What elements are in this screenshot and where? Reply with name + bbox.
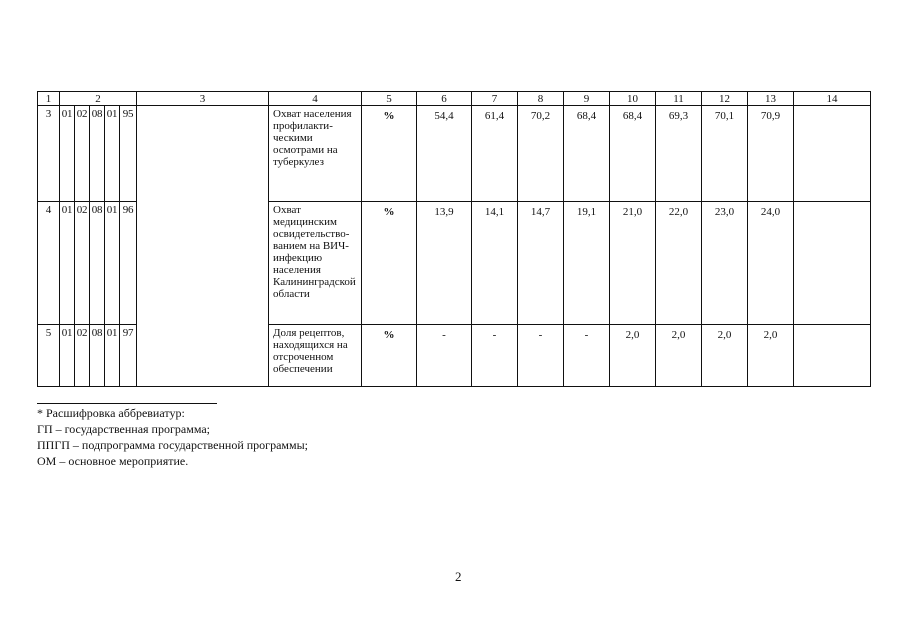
row-number: 3: [38, 106, 60, 202]
indicator-name: Охват населения профилактическими осмотрами на туберкулез: [269, 106, 362, 202]
footnote-line: ОМ – основное мероприятие.: [37, 454, 189, 468]
header-cell: 1: [38, 92, 60, 106]
value-cell: 24,0: [748, 202, 794, 325]
value-cell: 2,0: [610, 325, 656, 387]
indicator-name: Доля рецептов, находящихся на отсроченном обеспечении: [269, 325, 362, 387]
row-number: 4: [38, 202, 60, 325]
column-3-cell: [137, 106, 269, 387]
value-cell: 2,0: [656, 325, 702, 387]
code-cell: 08: [90, 106, 105, 202]
value-cell: 19,1: [564, 202, 610, 325]
value-cell: 69,3: [656, 106, 702, 202]
footnote-title: * Расшифровка аббревиатур:: [37, 406, 185, 420]
value-cell: -: [518, 325, 564, 387]
footnote-divider: [37, 403, 217, 404]
header-cell: 8: [518, 92, 564, 106]
footnote: [37, 403, 308, 469]
value-cell: 68,4: [564, 106, 610, 202]
code-cell: 01: [60, 202, 75, 325]
value-cell: 2,0: [702, 325, 748, 387]
page-number: 2: [455, 569, 462, 584]
code-cell: 01: [60, 106, 75, 202]
header-cell: 10: [610, 92, 656, 106]
row-number: 5: [38, 325, 60, 387]
header-cell: 6: [417, 92, 472, 106]
table-row: [38, 106, 871, 202]
value-cell: 70,1: [702, 106, 748, 202]
column-14-cell: [794, 325, 871, 387]
column-14-cell: [794, 106, 871, 202]
code-cell: 97: [120, 325, 137, 387]
header-cell: 9: [564, 92, 610, 106]
indicator-name: Охват медицинским освидетельствованием на ВИЧ-инфекцию населения Калининградской области: [269, 202, 362, 325]
value-cell: 22,0: [656, 202, 702, 325]
header-cell: 7: [472, 92, 518, 106]
code-cell: 08: [90, 202, 105, 325]
value-cell: -: [472, 325, 518, 387]
header-cell: 5: [362, 92, 417, 106]
column-14-cell: [794, 202, 871, 325]
unit-cell: %: [362, 202, 417, 325]
code-cell: 02: [75, 325, 90, 387]
code-cell: 01: [60, 325, 75, 387]
value-cell: 70,2: [518, 106, 564, 202]
footnote-line: ГП – государственная программа;: [37, 422, 210, 436]
header-cell: 12: [702, 92, 748, 106]
value-cell: 21,0: [610, 202, 656, 325]
code-cell: 02: [75, 106, 90, 202]
code-cell: 01: [105, 325, 120, 387]
value-cell: 61,4: [472, 106, 518, 202]
header-cell: 13: [748, 92, 794, 106]
header-cell: 3: [137, 92, 269, 106]
value-cell: -: [417, 325, 472, 387]
indicator-table: [37, 91, 871, 387]
unit-cell: %: [362, 325, 417, 387]
header-cell: 14: [794, 92, 871, 106]
header-cell: 4: [269, 92, 362, 106]
header-cell: 2: [60, 92, 137, 106]
value-cell: 14,1: [472, 202, 518, 325]
value-cell: 23,0: [702, 202, 748, 325]
code-cell: 08: [90, 325, 105, 387]
value-cell: 14,7: [518, 202, 564, 325]
header-row: [38, 92, 871, 106]
value-cell: -: [564, 325, 610, 387]
code-cell: 95: [120, 106, 137, 202]
footnote-line: ППГП – подпрограмма государственной программы;: [37, 438, 308, 452]
code-cell: 96: [120, 202, 137, 325]
header-cell: 11: [656, 92, 702, 106]
code-cell: 01: [105, 106, 120, 202]
value-cell: 13,9: [417, 202, 472, 325]
unit-cell: %: [362, 106, 417, 202]
value-cell: 68,4: [610, 106, 656, 202]
code-cell: 02: [75, 202, 90, 325]
value-cell: 70,9: [748, 106, 794, 202]
code-cell: 01: [105, 202, 120, 325]
value-cell: 2,0: [748, 325, 794, 387]
value-cell: 54,4: [417, 106, 472, 202]
